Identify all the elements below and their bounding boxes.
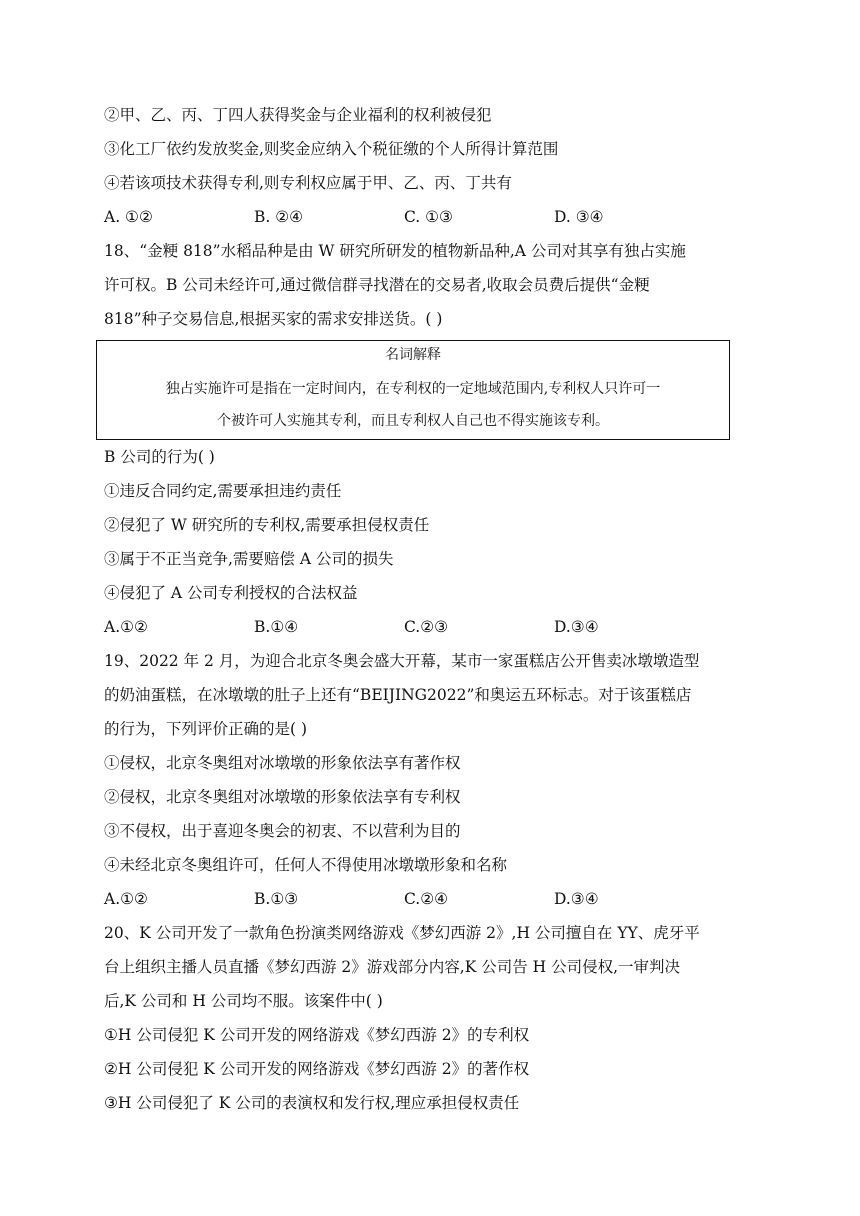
- q18-stem-line-3: 818”种子交易信息,根据买家的需求安排送货。( ): [104, 310, 443, 328]
- q17-option-b: B. ②④: [254, 208, 304, 226]
- q18-item-4: ④侵犯了 A 公司专利授权的合法权益: [104, 584, 358, 602]
- q19-stem-line-2: 的奶油蛋糕，在冰墩墩的肚子上还有“BEIJING2022”和奥运五环标志。对于该蛋糕店: [104, 686, 692, 704]
- q17-item-2: ②甲、乙、丙、丁四人获得奖金与企业福利的权利被侵犯: [104, 106, 492, 124]
- q19-item-1: ①侵权，北京冬奥组对冰墩墩的形象依法享有著作权: [104, 754, 461, 772]
- q19-option-a: A.①②: [104, 890, 148, 908]
- q17-option-c: C. ①③: [404, 208, 453, 226]
- q18-option-c: C.②③: [404, 618, 449, 636]
- q19-option-d: D.③④: [554, 890, 599, 908]
- q18-question: B 公司的行为( ): [104, 448, 215, 466]
- q18-item-3: ③属于不正当竞争,需要赔偿 A 公司的损失: [104, 550, 394, 568]
- q20-stem-line-3: 后,K 公司和 H 公司均不服。该案件中( ): [104, 992, 383, 1010]
- q18-item-2: ②侵犯了 W 研究所的专利权,需要承担侵权责任: [104, 516, 430, 534]
- q18-stem-line-1: 18、“金粳 818”水稻品种是由 W 研究所研发的植物新品种,A 公司对其享有独占实施: [104, 242, 686, 260]
- definition-box-line-2: 个被许可人实施其专利，而且专利权人自己也不得实施该专利。: [217, 413, 609, 429]
- q18-option-a: A.①②: [104, 618, 148, 636]
- q19-stem-line-1: 19、2022 年 2 月，为迎合北京冬奥会盛大开幕，某市一家蛋糕店公开售卖冰墩墩造型: [104, 652, 700, 670]
- q20-item-2: ②H 公司侵犯 K 公司开发的网络游戏《梦幻西游 2》的著作权: [104, 1060, 530, 1078]
- definition-box-title: 名词解释: [385, 347, 441, 363]
- q19-item-3: ③不侵权，出于喜迎冬奥会的初衷、不以营利为目的: [104, 822, 461, 840]
- q20-stem-line-1: 20、K 公司开发了一款角色扮演类网络游戏《梦幻西游 2》,H 公司擅自在 YY、虎牙平: [104, 924, 700, 942]
- q20-item-3: ③H 公司侵犯了 K 公司的表演权和发行权,理应承担侵权责任: [104, 1094, 520, 1112]
- q17-option-a: A. ①②: [104, 208, 153, 226]
- q20-item-1: ①H 公司侵犯 K 公司开发的网络游戏《梦幻西游 2》的专利权: [104, 1026, 530, 1044]
- q18-item-1: ①违反合同约定,需要承担违约责任: [104, 482, 342, 500]
- q19-stem-line-3: 的行为，下列评价正确的是( ): [104, 720, 308, 738]
- q19-option-b: B.①③: [254, 890, 299, 908]
- q19-item-2: ②侵权，北京冬奥组对冰墩墩的形象依法享有专利权: [104, 788, 461, 806]
- q17-item-3: ③化工厂依约发放奖金,则奖金应纳入个税征缴的个人所得计算范围: [104, 140, 559, 158]
- q20-stem-line-2: 台上组织主播人员直播《梦幻西游 2》游戏部分内容,K 公司告 H 公司侵权,一审判决: [104, 958, 681, 976]
- q18-option-b: B.①④: [254, 618, 299, 636]
- q19-option-c: C.②④: [404, 890, 449, 908]
- q17-item-4: ④若该项技术获得专利,则专利权应属于甲、乙、丙、丁共有: [104, 174, 512, 192]
- q19-item-4: ④未经北京冬奥组许可，任何人不得使用冰墩墩形象和名称: [104, 856, 508, 874]
- q18-option-d: D.③④: [554, 618, 599, 636]
- q17-option-d: D. ③④: [554, 208, 604, 226]
- definition-box: [96, 340, 730, 440]
- q18-stem-line-2: 许可权。B 公司未经许可,通过微信群寻找潜在的交易者,收取会员费后提供“金粳: [104, 276, 650, 294]
- definition-box-line-1: 独占实施许可是指在一定时间内，在专利权的一定地域范围内,专利权人只许可一: [165, 381, 661, 397]
